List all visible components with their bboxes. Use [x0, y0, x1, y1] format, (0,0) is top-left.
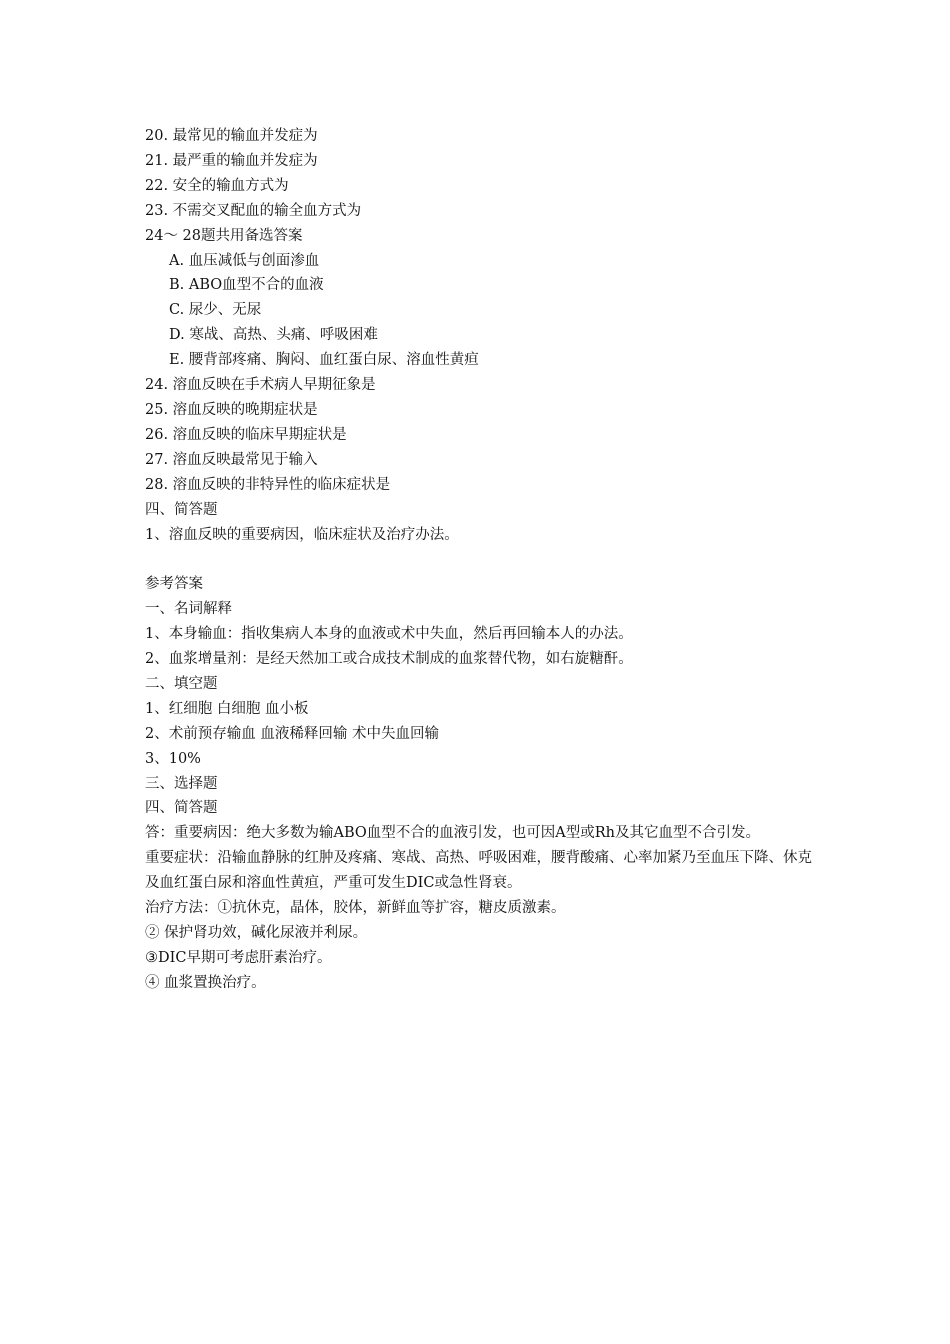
- answer-treatment-3: ③DIC早期可考虑肝素治疗。: [145, 949, 332, 966]
- answers-title: 参考答案: [145, 576, 203, 593]
- answer-fill-1: 1、红细胞 白细胞 血小板: [145, 700, 309, 717]
- question-26: 26. 溶血反映的临床早期症状是: [145, 426, 347, 443]
- question-21: 21. 最严重的输血并发症为: [145, 152, 318, 169]
- answer-treatment-2: ② 保护肾功效，碱化尿液并利尿。: [145, 924, 368, 941]
- answer-symptoms-paragraph: 重要症状：沿输血静脉的红肿及疼痛、寒战、高热、呼吸困难，腰背酸痛、心率加紧乃至血压下降、休克及血红蛋白尿和溶血性黄疸，严重可发生DIC或急性肾衰。: [145, 850, 812, 892]
- short-answer-heading: 四、简答题: [145, 501, 218, 518]
- option-b: B. ABO血型不合的血液: [169, 277, 324, 294]
- option-c: C. 尿少、无尿: [169, 302, 262, 319]
- question-28: 28. 溶血反映的非特异性的临床症状是: [145, 476, 391, 493]
- question-23: 23. 不需交叉配血的输全血方式为: [145, 202, 362, 219]
- short-answer-question-1: 1、溶血反映的重要病因，临床症状及治疗办法。: [145, 526, 459, 543]
- option-e: E. 腰背部疼痛、胸闷、血红蛋白尿、溶血性黄疸: [169, 352, 479, 369]
- option-d: D. 寒战、高热、头痛、呼吸困难: [169, 327, 378, 344]
- answer-treatment-1: 治疗方法：①抗休克，晶体，胶体，新鲜血等扩容，糖皮质激素。: [145, 900, 566, 917]
- question-group-header: 24～ 28题共用备选答案: [145, 227, 303, 244]
- answer-definition-2: 2、血浆增量剂：是经天然加工或合成技术制成的血浆替代物，如右旋糖酐。: [145, 651, 633, 668]
- question-20: 20. 最常见的输血并发症为: [145, 128, 318, 144]
- question-25: 25. 溶血反映的晚期症状是: [145, 401, 318, 418]
- answers-section-1-heading: 一、名词解释: [145, 601, 232, 618]
- blank-line: [145, 547, 815, 572]
- question-27: 27. 溶血反映最常见于输入: [145, 451, 318, 468]
- question-22: 22. 安全的输血方式为: [145, 177, 289, 194]
- answers-section-4-heading: 四、简答题: [145, 800, 218, 817]
- answer-cause-paragraph: 答：重要病因：绝大多数为输ABO血型不合的血液引发，也可因A型或Rh及其它血型不合引发。: [145, 825, 761, 842]
- document-body: [145, 124, 815, 996]
- answer-fill-2: 2、术前预存输血 血液稀释回输 术中失血回输: [145, 725, 439, 742]
- option-a: A. 血压减低与创面渗血: [169, 252, 320, 269]
- answer-treatment-4: ④ 血浆置换治疗。: [145, 974, 266, 991]
- answer-definition-1: 1、本身输血：指收集病人本身的血液或术中失血，然后再回输本人的办法。: [145, 626, 633, 643]
- answer-fill-3: 3、10%: [145, 750, 201, 767]
- answers-section-2-heading: 二、填空题: [145, 675, 218, 692]
- question-24: 24. 溶血反映在手术病人早期征象是: [145, 377, 376, 394]
- answers-section-3-heading: 三、选择题: [145, 775, 218, 792]
